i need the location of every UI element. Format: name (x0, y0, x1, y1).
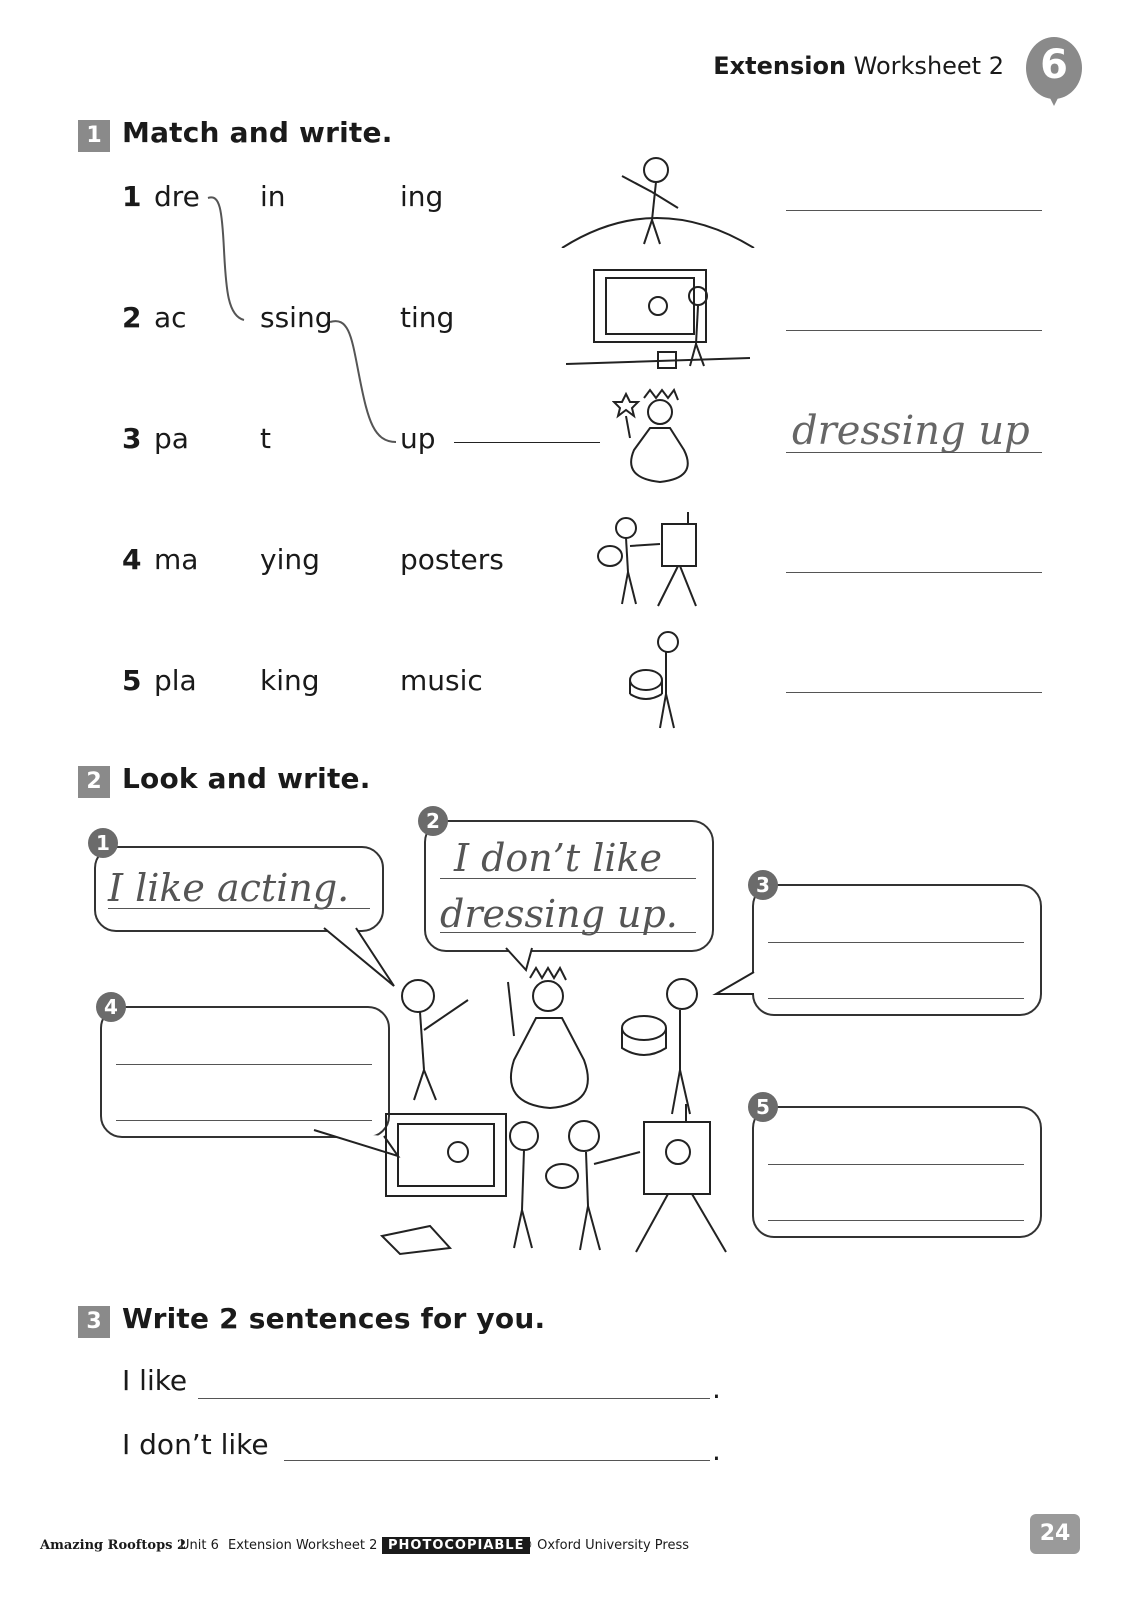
bubble-1-text: I like acting. (108, 866, 350, 910)
answer-line[interactable] (786, 210, 1042, 211)
row-number: 3 (122, 422, 142, 455)
bubble-3-number: 3 (748, 870, 778, 900)
section1-title: Match and write. (122, 116, 393, 149)
bubble-2-line1[interactable] (440, 878, 696, 879)
page-number: 24 (1030, 1514, 1080, 1554)
footer-series: Amazing Rooftops 2 (40, 1538, 187, 1553)
syllable-col3: ting (400, 301, 455, 334)
bubble-2-text-line2: dressing up. (440, 892, 678, 936)
children-scene-illustration (300, 900, 760, 1260)
example-pointer-line (454, 442, 600, 443)
sentence1-line[interactable] (198, 1398, 710, 1399)
speech-bubble-5 (752, 1106, 1042, 1238)
syllable-col3: up (400, 422, 436, 455)
header-rest: Worksheet 2 (846, 52, 1004, 80)
sentence2-line[interactable] (284, 1460, 710, 1461)
syllable-col1: dre (154, 180, 200, 213)
example-match-lines (200, 180, 420, 460)
footer-copyright: © Oxford University Press (520, 1538, 690, 1553)
bubble-3-line2[interactable] (768, 998, 1024, 999)
syllable-col1: ac (154, 301, 187, 334)
sentence1-period: . (712, 1372, 721, 1405)
sentence2-prefix: I don’t like (122, 1428, 269, 1461)
dressing-up-illustration (612, 388, 712, 492)
bubble-2-text-line1: I don’t like (454, 836, 663, 880)
syllable-col2: t (260, 422, 271, 455)
bubble-2-number: 2 (418, 806, 448, 836)
section3-number: 3 (78, 1306, 110, 1338)
section3-title: Write 2 sentences for you. (122, 1302, 546, 1335)
singing-girl-illustration (560, 148, 760, 248)
syllable-col2: king (260, 664, 320, 697)
syllable-col2: in (260, 180, 286, 213)
bubble-5-line1[interactable] (768, 1164, 1024, 1165)
sentence2-period: . (712, 1434, 721, 1467)
page-header (713, 52, 1004, 80)
acting-painter-illustration (596, 512, 716, 608)
bubble-4-number: 4 (96, 992, 126, 1022)
syllable-col3: music (400, 664, 483, 697)
answer-line[interactable] (786, 572, 1042, 573)
bubble-5-line2[interactable] (768, 1220, 1024, 1221)
unit-number: 6 (1040, 42, 1068, 88)
row-number: 2 (122, 301, 142, 334)
answer-line[interactable] (786, 452, 1042, 453)
syllable-col3: posters (400, 543, 504, 576)
example-answer: dressing up (792, 408, 1030, 454)
row-number: 5 (122, 664, 142, 697)
speech-bubble-3 (752, 884, 1042, 1016)
row-number: 1 (122, 180, 142, 213)
playing-music-illustration (626, 628, 696, 732)
section1-number: 1 (78, 120, 110, 152)
section2-number: 2 (78, 766, 110, 798)
bubble-5-number: 5 (748, 1092, 778, 1122)
syllable-col3: ing (400, 180, 444, 213)
unit-balloon-badge (1024, 36, 1084, 100)
making-posters-illustration (566, 266, 756, 386)
syllable-col1: pla (154, 664, 197, 697)
syllable-col1: pa (154, 422, 189, 455)
row-number: 4 (122, 543, 142, 576)
bubble-1-number: 1 (88, 828, 118, 858)
section2-title: Look and write. (122, 762, 371, 795)
bubble-3-line1[interactable] (768, 942, 1024, 943)
footer-photocopiable-badge: PHOTOCOPIABLE (382, 1537, 530, 1554)
answer-line[interactable] (786, 330, 1042, 331)
sentence1-prefix: I like (122, 1364, 188, 1397)
footer-worksheet: Extension Worksheet 2 (228, 1538, 378, 1553)
answer-line[interactable] (786, 692, 1042, 693)
syllable-col1: ma (154, 543, 199, 576)
footer-unit: Unit 6 (180, 1538, 219, 1553)
syllable-col2: ying (260, 543, 320, 576)
header-bold: Extension (713, 52, 847, 80)
syllable-col2: ssing (260, 301, 333, 334)
